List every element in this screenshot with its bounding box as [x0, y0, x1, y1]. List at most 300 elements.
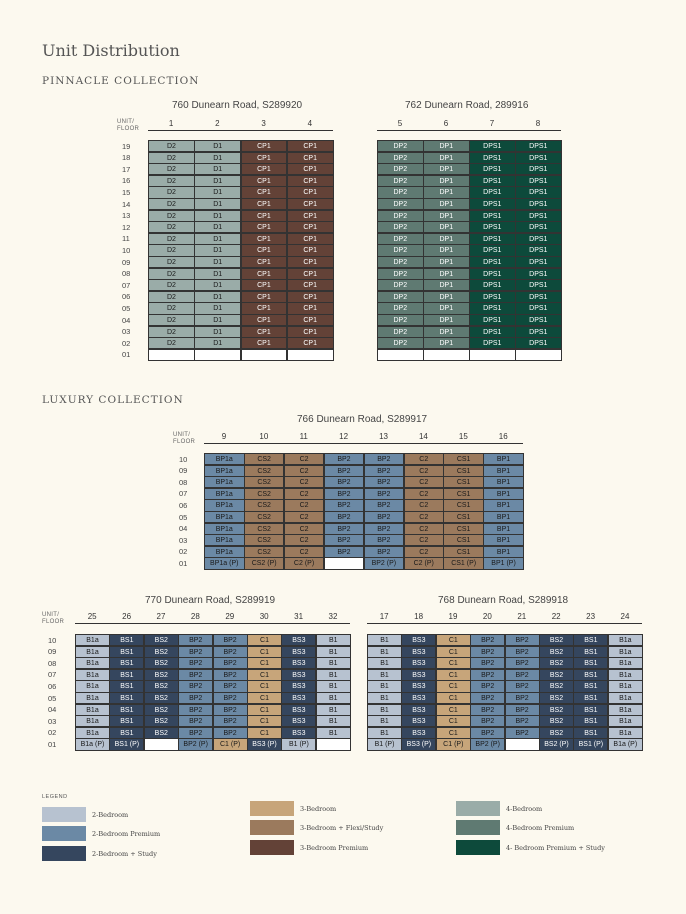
unit-cell: BP2	[505, 657, 540, 669]
unit-cell: DP1	[423, 198, 470, 210]
unit-cell: CS1 (P)	[443, 557, 484, 569]
unit-cell: D1	[194, 140, 241, 152]
unit-cell: BS1	[109, 657, 144, 669]
unit-cell: DP2	[377, 326, 424, 338]
unit-cell: DPS1	[469, 233, 516, 245]
unit-cell: BS3	[281, 680, 316, 692]
unit-cell: DPS1	[469, 302, 516, 314]
unit-cell: BP2	[213, 657, 248, 669]
floor-number: 06	[48, 681, 57, 691]
unit-cell: DPS1	[469, 314, 516, 326]
unit-cell: DPS1	[469, 152, 516, 164]
unit-cell: BP2	[470, 692, 505, 704]
unit-cell: C2	[404, 534, 445, 546]
unit-cell: BS3 (P)	[247, 738, 282, 750]
unit-cell: DPS1	[469, 337, 516, 349]
floor-number: 14	[122, 199, 131, 209]
unit-cell: BP2	[364, 534, 405, 546]
unit-cell: BP2	[470, 669, 505, 681]
unit-number: 17	[379, 612, 389, 621]
unit-cell: DP1	[423, 256, 470, 268]
unit-cell: BP2	[178, 727, 213, 739]
unit-cell: BS3	[401, 692, 436, 704]
unit-cell: BP1	[483, 465, 524, 477]
unit-number: 2	[215, 119, 220, 128]
unit-cell: C2	[284, 499, 325, 511]
floor-number: 12	[122, 222, 131, 232]
unit-cell: BS2	[144, 634, 179, 646]
unit-cell: BS2 (P)	[539, 738, 574, 750]
unit-cell: C1	[247, 680, 282, 692]
unit-cell: BP2	[324, 511, 365, 523]
unit-cell: DPS1	[469, 140, 516, 152]
legend-label: 4-Bedroom	[506, 805, 543, 813]
unit-cell: C1	[436, 634, 471, 646]
unit-cell: DPS1	[515, 175, 562, 187]
unit-cell: B1	[316, 680, 351, 692]
unit-number: 8	[535, 119, 541, 128]
unit-cell: CP1	[241, 268, 288, 280]
unit-cell: C1	[436, 669, 471, 681]
unit-cell: BP1a	[204, 523, 245, 535]
unit-cell: C2 (P)	[404, 557, 445, 569]
legend-swatch	[456, 840, 500, 855]
unit-cell: CS2	[244, 511, 285, 523]
unit-cell: BP2	[324, 499, 365, 511]
block-title: 762 Dunearn Road, 289916	[405, 100, 529, 111]
unit-cell: BS1	[109, 692, 144, 704]
legend-swatch	[250, 840, 294, 855]
unit-cell: BP2	[470, 704, 505, 716]
floor-number: 05	[48, 693, 57, 703]
unit-cell: CP1	[287, 233, 334, 245]
unit-cell: B1a	[608, 704, 643, 716]
unit-cell: BP2	[178, 715, 213, 727]
unit-cell: BP1	[483, 546, 524, 558]
unit-number: 5	[397, 119, 403, 128]
unit-cell: BP1a	[204, 465, 245, 477]
unit-cell: BP2	[364, 546, 405, 558]
unit-cell: C2	[404, 488, 445, 500]
unit-cell: BP2	[178, 680, 213, 692]
unit-cell: C2	[284, 453, 325, 465]
unit-number: 32	[328, 612, 338, 621]
unit-cell: CS1	[443, 453, 484, 465]
unit-cell	[505, 738, 540, 750]
unit-number: 11	[299, 432, 308, 441]
legend-heading: LEGEND	[42, 794, 68, 800]
floor-number: 02	[48, 728, 57, 738]
unit-cell: BP2	[178, 692, 213, 704]
unit-cell: CP1	[241, 186, 288, 198]
unit-cell: DPS1	[515, 268, 562, 280]
unit-cell: D2	[148, 291, 195, 303]
unit-cell: D2	[148, 175, 195, 187]
unit-cell: BP2	[213, 669, 248, 681]
unit-cell: BS2	[144, 727, 179, 739]
unit-cell: BP2	[178, 669, 213, 681]
unit-cell: BP2	[505, 634, 540, 646]
unit-cell: C2	[284, 534, 325, 546]
unit-cell: BP2	[324, 534, 365, 546]
unit-cell: DP1	[423, 337, 470, 349]
unit-cell: BP2	[505, 680, 540, 692]
unit-number: 22	[551, 612, 561, 621]
unit-cell: D2	[148, 244, 195, 256]
unit-cell: BS2	[539, 704, 574, 716]
floor-number: 09	[122, 257, 131, 267]
unit-floor-label-line: FLOOR	[117, 125, 140, 132]
unit-cell: D1	[194, 186, 241, 198]
unit-cell: B1 (P)	[367, 738, 402, 750]
unit-cell: D1	[194, 302, 241, 314]
unit-cell: CP1	[241, 302, 288, 314]
unit-cell: C2	[404, 476, 445, 488]
unit-cell	[287, 349, 334, 361]
unit-cell: BS1	[109, 727, 144, 739]
floor-number: 07	[179, 489, 188, 499]
unit-cell: CS2	[244, 546, 285, 558]
unit-number: 29	[225, 612, 235, 621]
unit-cell: DP2	[377, 268, 424, 280]
floor-number: 07	[122, 280, 131, 290]
unit-cell: C2	[404, 523, 445, 535]
unit-cell: BP2	[505, 669, 540, 681]
unit-cell: BS1 (P)	[109, 738, 144, 750]
legend-label: 4-Bedroom Premium	[506, 824, 575, 832]
floor-number: 03	[48, 716, 57, 726]
unit-cell: C1	[247, 704, 282, 716]
unit-cell: BP2	[324, 465, 365, 477]
unit-cell: CP1	[287, 163, 334, 175]
unit-cell: DP2	[377, 186, 424, 198]
unit-cell: B1	[367, 704, 402, 716]
unit-cell: BS1	[573, 669, 608, 681]
floor-number: 04	[48, 705, 57, 715]
unit-cell: C2	[404, 465, 445, 477]
unit-cell: DP2	[377, 163, 424, 175]
unit-cell: BS3	[401, 646, 436, 658]
unit-cell: B1	[316, 634, 351, 646]
unit-cell: C1	[436, 692, 471, 704]
unit-cell: BP1 (P)	[483, 557, 524, 569]
unit-cell: DP2	[377, 314, 424, 326]
section-title-luxury: LUXURY COLLECTION	[42, 394, 184, 406]
unit-cell: CP1	[241, 140, 288, 152]
unit-number: 18	[414, 612, 424, 621]
unit-cell: CP1	[287, 256, 334, 268]
unit-cell: D2	[148, 210, 195, 222]
unit-cell: B1a	[608, 657, 643, 669]
unit-cell: D2	[148, 152, 195, 164]
floor-number: 05	[122, 303, 131, 313]
unit-cell: BP2	[470, 634, 505, 646]
unit-cell: CP1	[241, 291, 288, 303]
unit-cell: DP1	[423, 140, 470, 152]
unit-cell: BP2	[470, 727, 505, 739]
floor-number: 08	[48, 658, 57, 668]
block-title: 770 Dunearn Road, S289919	[145, 595, 276, 606]
unit-cell: C1	[247, 715, 282, 727]
unit-number: 4	[307, 119, 313, 128]
floor-number: 18	[122, 153, 131, 163]
floor-number: 08	[179, 477, 188, 487]
floor-number: 01	[122, 350, 131, 360]
floor-number: 05	[179, 512, 188, 522]
unit-cell: D1	[194, 291, 241, 303]
unit-cell: CP1	[287, 268, 334, 280]
unit-cell: B1	[316, 727, 351, 739]
unit-cell: DPS1	[515, 152, 562, 164]
block-title: 768 Dunearn Road, S289918	[438, 595, 569, 606]
unit-cell: BP2	[364, 511, 405, 523]
unit-cell: CS2	[244, 523, 285, 535]
unit-cell: BP1a	[204, 534, 245, 546]
unit-cell: DP2	[377, 291, 424, 303]
unit-cell	[194, 349, 241, 361]
floor-number: 09	[179, 466, 188, 476]
unit-cell: DPS1	[515, 186, 562, 198]
unit-cell: DPS1	[469, 279, 516, 291]
unit-cell: BP2	[324, 523, 365, 535]
unit-cell: BS3	[401, 727, 436, 739]
unit-cell: CP1	[287, 279, 334, 291]
unit-cell: D1	[194, 175, 241, 187]
unit-cell	[316, 738, 351, 750]
unit-cell: CS2	[244, 465, 285, 477]
unit-cell: CS2	[244, 534, 285, 546]
unit-floor-label	[42, 612, 64, 625]
legend-swatch	[42, 807, 86, 822]
unit-cell: DPS1	[515, 140, 562, 152]
unit-cell: D2	[148, 337, 195, 349]
unit-cell: BS2	[144, 669, 179, 681]
unit-cell: DPS1	[469, 175, 516, 187]
unit-cell: BS3	[401, 669, 436, 681]
unit-cell: BP1	[483, 534, 524, 546]
unit-cell: CP1	[241, 279, 288, 291]
unit-cell	[377, 349, 424, 361]
unit-cell: DPS1	[469, 256, 516, 268]
unit-cell: BS1	[109, 704, 144, 716]
unit-cell: BS3	[281, 692, 316, 704]
unit-cell: C2	[284, 488, 325, 500]
unit-cell	[469, 349, 516, 361]
unit-number: 19	[448, 612, 458, 621]
unit-cell: BS2	[539, 680, 574, 692]
unit-cell	[144, 738, 179, 750]
unit-cell: B1a	[608, 680, 643, 692]
unit-number: 9	[221, 432, 227, 441]
unit-cell: BP1a	[204, 511, 245, 523]
unit-cell: B1	[316, 715, 351, 727]
unit-cell	[241, 349, 288, 361]
unit-cell: CP1	[241, 210, 288, 222]
floor-number: 16	[122, 176, 131, 186]
unit-cell: BP2	[178, 646, 213, 658]
unit-cell: BP2	[364, 488, 405, 500]
unit-cell: DPS1	[515, 291, 562, 303]
unit-cell: DPS1	[515, 326, 562, 338]
unit-cell: BP2	[470, 715, 505, 727]
unit-cell: D1	[194, 326, 241, 338]
unit-cell: BS2	[144, 657, 179, 669]
unit-cell: BS2	[539, 634, 574, 646]
unit-cell: D2	[148, 326, 195, 338]
unit-cell: BS1	[573, 657, 608, 669]
unit-cell: B1a	[75, 692, 110, 704]
unit-number: 31	[294, 612, 304, 621]
unit-cell: B1a	[75, 646, 110, 658]
unit-cell: D2	[148, 198, 195, 210]
unit-cell: BS3	[281, 704, 316, 716]
unit-cell: DPS1	[469, 244, 516, 256]
unit-cell: BS1	[109, 680, 144, 692]
legend-swatch	[42, 846, 86, 861]
floor-number: 04	[122, 315, 131, 325]
floor-number: 06	[179, 500, 188, 510]
unit-cell: CS2 (P)	[244, 557, 285, 569]
unit-cell: BP2	[213, 727, 248, 739]
unit-cell: BP2	[505, 646, 540, 658]
unit-cell: C1 (P)	[213, 738, 248, 750]
unit-cell: BP2	[364, 523, 405, 535]
unit-cell: B1a	[608, 692, 643, 704]
unit-cell: D2	[148, 140, 195, 152]
unit-cell: CP1	[241, 326, 288, 338]
unit-cell: B1	[367, 657, 402, 669]
unit-cell: BS3 (P)	[401, 738, 436, 750]
unit-cell: BS2	[144, 704, 179, 716]
unit-cell: BP1	[483, 453, 524, 465]
unit-cell: DPS1	[469, 210, 516, 222]
unit-cell: D1	[194, 152, 241, 164]
unit-cell: CP1	[241, 163, 288, 175]
unit-cell: CP1	[287, 198, 334, 210]
unit-cell: DP2	[377, 256, 424, 268]
unit-cell: D1	[194, 337, 241, 349]
unit-cell: DPS1	[515, 302, 562, 314]
unit-cell: BS3	[401, 634, 436, 646]
unit-cell: BP2 (P)	[470, 738, 505, 750]
floor-number: 03	[179, 535, 188, 545]
unit-cell: C1	[436, 657, 471, 669]
unit-cell: C1	[436, 680, 471, 692]
unit-cell: B1a	[75, 657, 110, 669]
unit-cell: CS1	[443, 465, 484, 477]
unit-cell: BS2	[539, 727, 574, 739]
unit-cell: C1	[436, 646, 471, 658]
unit-cell: C2	[284, 511, 325, 523]
floor-number: 06	[122, 292, 131, 302]
unit-cell: CS2	[244, 476, 285, 488]
unit-cell: BS1	[109, 634, 144, 646]
floor-number: 10	[179, 454, 188, 464]
unit-cell: DP2	[377, 302, 424, 314]
unit-cell: BP1a	[204, 499, 245, 511]
unit-cell: B1	[367, 646, 402, 658]
unit-cell: DPS1	[515, 314, 562, 326]
unit-cell: BP1a	[204, 476, 245, 488]
unit-cell: CP1	[241, 337, 288, 349]
unit-cell: C1	[247, 669, 282, 681]
unit-cell: DPS1	[469, 268, 516, 280]
floor-number: 07	[48, 670, 57, 680]
unit-cell: C1	[247, 657, 282, 669]
block-title: 766 Dunearn Road, S289917	[297, 414, 428, 425]
unit-cell: D2	[148, 256, 195, 268]
block-title: 760 Dunearn Road, S289920	[172, 100, 303, 111]
unit-cell: B1a	[608, 727, 643, 739]
unit-cell: DP2	[377, 175, 424, 187]
unit-cell: DP1	[423, 163, 470, 175]
unit-cell: D2	[148, 233, 195, 245]
unit-cell: CP1	[241, 152, 288, 164]
unit-cell: CP1	[287, 210, 334, 222]
unit-cell: B1a	[75, 669, 110, 681]
unit-cell: DPS1	[515, 279, 562, 291]
floor-number: 11	[122, 234, 130, 244]
unit-cell: CS1	[443, 476, 484, 488]
unit-cell: CP1	[287, 140, 334, 152]
unit-floor-label-line: UNIT/	[42, 612, 60, 618]
unit-cell: C2	[404, 453, 445, 465]
unit-cell: BP2	[213, 692, 248, 704]
legend-swatch	[456, 801, 500, 816]
unit-cell: B1	[367, 680, 402, 692]
unit-cell: BP2	[324, 488, 365, 500]
unit-cell: B1a (P)	[608, 738, 643, 750]
unit-cell: BP1	[483, 511, 524, 523]
unit-cell: CS2	[244, 488, 285, 500]
unit-cell: BS2	[144, 680, 179, 692]
section-title-pinnacle: PINNACLE COLLECTION	[42, 75, 200, 87]
unit-cell: BP1	[483, 488, 524, 500]
legend-label: 2-Bedroom + Study	[92, 850, 157, 858]
floor-number: 15	[122, 187, 131, 197]
unit-cell: D1	[194, 268, 241, 280]
unit-cell: BP1a	[204, 488, 245, 500]
unit-cell: DP1	[423, 291, 470, 303]
unit-cell: BS1	[573, 727, 608, 739]
legend-label: 2-Bedroom	[92, 811, 129, 819]
unit-number: 16	[498, 432, 508, 441]
unit-cell: BP2	[470, 646, 505, 658]
unit-cell: DPS1	[515, 163, 562, 175]
unit-cell: DPS1	[515, 198, 562, 210]
unit-cell: BS3	[401, 657, 436, 669]
unit-number: 27	[156, 612, 166, 621]
unit-cell: DP2	[377, 279, 424, 291]
unit-cell: BP1	[483, 523, 524, 535]
unit-number: 13	[379, 432, 388, 441]
unit-cell: B1a	[75, 680, 110, 692]
unit-cell: CP1	[287, 314, 334, 326]
unit-cell: BP2	[364, 499, 405, 511]
unit-cell: B1a	[75, 704, 110, 716]
unit-number: 15	[458, 432, 468, 441]
floor-number: 02	[122, 338, 131, 348]
header-rule	[367, 623, 642, 624]
unit-cell: CS2	[244, 499, 285, 511]
unit-number: 28	[190, 612, 200, 621]
floor-number: 13	[122, 211, 131, 221]
legend-label: 3-Bedroom	[300, 805, 337, 813]
unit-cell: CP1	[241, 256, 288, 268]
floor-number: 10	[48, 635, 57, 645]
legend-swatch	[250, 820, 294, 835]
floor-number: 01	[179, 558, 188, 568]
